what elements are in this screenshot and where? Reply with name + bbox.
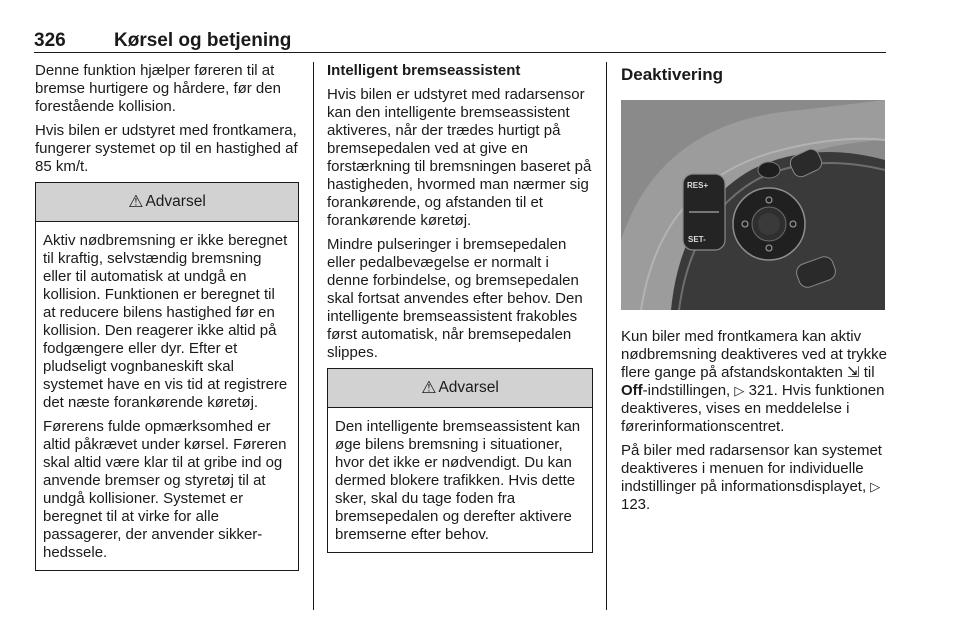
warning-triangle-icon: ⚠ — [128, 192, 144, 211]
warning-paragraph: Den intelligente bremseassistent kan øge bilens bremsning i situationer, hvor det ikke er nødvendigt. Du kan dermed blokere trafikken. Hvis dette sker, skal du tage foden fra bremsepedalen og derefter aktivere bremserne efter behov. — [335, 418, 581, 543]
warning-paragraph: Aktiv nødbremsning er ikke beregnet til kraftig, selvstændig bremsning eller til automatisk at undgå en kollision. Funktionen er beregnet til at reducere bilens hastighed før en kollision. Den reagerer ikke altid på fodgængere eller dyr. Efter et pludseligt vognbaneskift skal systemet have en vis tid at registrere det næste forankørende køretøj. — [43, 232, 288, 411]
body-paragraph: Kun biler med frontkamera kan aktiv nødbremsning deaktiveres ved at trykke flere gange på afstandskontakten ⇲ til Off-indstillingen, ▷ 321. Hvis funktionen deaktiveres, vises en meddelelse i førerinformationscentret. — [621, 328, 887, 435]
reference-arrow-icon: ▷ — [870, 479, 881, 494]
intro-paragraph: Hvis bilen er udstyret med frontkamera, fungerer systemet op til en hastighed af 85 km/t. — [35, 122, 298, 175]
steering-wheel-illustration — [621, 100, 885, 310]
page-reference: 321 — [748, 382, 774, 399]
set-minus-label: SET- — [688, 235, 706, 244]
page-header — [34, 30, 886, 53]
warning-box — [327, 368, 593, 553]
warning-body — [36, 222, 298, 570]
body-paragraph: På biler med radarsensor kan systemet deaktiveres i menuen for individuelle indstillinger på informationsdisplayet, ▷ 123. — [621, 442, 882, 513]
intro-paragraph: Denne funktion hjælper føreren til at bremse hurtigere og hårdere, før den forestående kollision. — [35, 62, 281, 115]
column-middle — [327, 62, 593, 553]
chapter-title: Kørsel og betjening — [114, 30, 292, 51]
column-divider — [313, 62, 314, 610]
page-number: 326 — [34, 30, 66, 51]
distance-setting-icon: ⇲ — [847, 364, 860, 381]
column-divider — [606, 62, 607, 610]
body-paragraph: Mindre pulseringer i bremsepedalen eller pedalbevægelse er normalt i denne forbindelse, og bremsepedalen skal fortsat anvendes efter behov. Den intelligente bremseassistent frakobles først automatisk, når bremsepedalen slippes. — [327, 236, 583, 361]
warning-header — [328, 369, 592, 408]
column-left — [35, 62, 299, 571]
body-paragraph: Hvis bilen er udstyret med radarsensor kan den intelligente bremseassistent aktiveres, når der trædes hurtigt på bremsepedalen ved at give en forstærkning til bremsningen baseret på hastigheden, hvormed man nærmer sig forankørende, og afstanden til et forankørende køretøj. — [327, 86, 592, 229]
steering-wheel-controls-image — [621, 100, 885, 310]
off-setting-label: Off — [621, 382, 643, 399]
warning-paragraph: Førerens fulde opmærksomhed er altid påkrævet under kørsel. Føreren skal altid være klar til at gribe ind og anvende bremser og styretøj til at undgå kollisioner. Systemet er beregnet til at virke for alle passagerer, der anvender sikkerhedssele. — [43, 418, 287, 561]
column-right — [621, 62, 887, 520]
section-heading: Intelligent bremseassistent — [327, 62, 521, 79]
warning-triangle-icon: ⚠ — [421, 378, 437, 397]
warning-title: Advarsel — [145, 193, 206, 210]
page-reference: 123 — [621, 496, 647, 513]
warning-title: Advarsel — [438, 379, 499, 396]
section-heading: Deaktivering — [621, 65, 724, 84]
warning-body — [328, 408, 592, 552]
warning-header — [36, 183, 298, 222]
warning-box — [35, 182, 299, 571]
res-plus-label: RES+ — [687, 181, 709, 190]
reference-arrow-icon: ▷ — [734, 383, 745, 398]
